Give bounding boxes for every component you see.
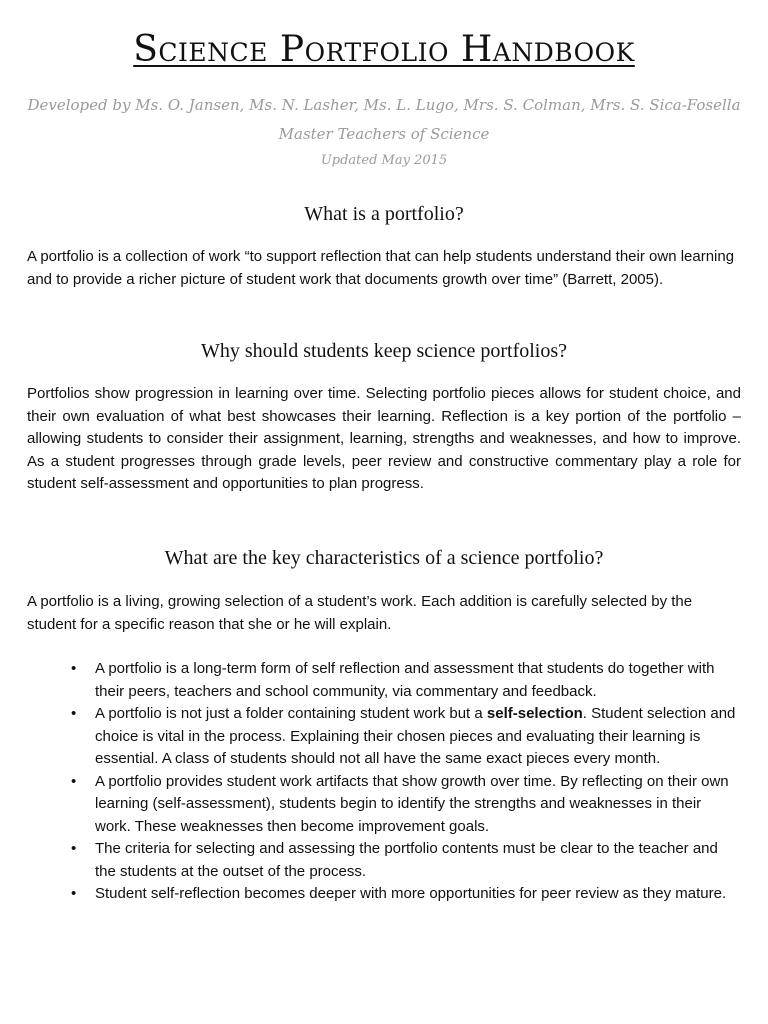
list-item-text: A portfolio is a long-term form of self reflection and assessment that students do together with their peers, teachers and school community, via commentary and feedback.: [95, 660, 715, 700]
list-item: [27, 658, 741, 703]
role-line: Master Teachers of Science: [278, 125, 490, 143]
bullet-marker: •: [71, 840, 77, 857]
self-selection-emphasis: self-selection: [486, 705, 583, 722]
document-title-text: Science Portfolio Handbook: [133, 29, 635, 70]
document-title: [0, 28, 768, 72]
list-item-text: The criteria for selecting and assessing the portfolio contents must be clear to the teacher and the students at the outset of the process.: [95, 840, 718, 880]
authors-line: Developed by Ms. O. Jansen, Ms. N. Lasher, Ms. L. Lugo, Mrs. S. Colman, Mrs. S. Sica-Fosella: [27, 96, 741, 114]
list-item: [27, 838, 741, 883]
list-item: [27, 771, 741, 839]
section-heading-what-is: What is a portfolio?: [304, 203, 464, 225]
list-item-text: A portfolio provides student work artifacts that show growth over time. By reflecting on their own learning (self-assessment), students begin to identify the strengths and weaknesses in their work. These weaknesses then become improvement goals.: [95, 772, 729, 835]
list-item-text: [95, 703, 741, 771]
list-item-text: Student self-reflection becomes deeper with more opportunities for peer review as they mature.: [95, 885, 727, 902]
list-item: [27, 883, 741, 906]
bullet-marker: •: [71, 660, 77, 677]
list-item-text-part: A portfolio is not just a folder containing student work but a: [95, 705, 487, 722]
bullet-marker: •: [71, 705, 77, 722]
section-body-what-is: A portfolio is a collection of work “to support reflection that can help students understand their own learning and to provide a richer picture of student work that documents growth over time” (Barrett, 2005).: [27, 248, 735, 288]
section-body-why: Portfolios show progression in learning over time. Selecting portfolio pieces allows for student choice, and their own evaluation of what best showcases their learning. Reflection is a key portion of the portfolio – allowing students to consider their assignment, learning, strengths and weaknesses, and how to improve. As a student progresses through grade levels, peer review and constructive commentary play a role for student self-assessment and opportunities to plan progress.: [27, 385, 741, 492]
section-heading-why: Why should students keep science portfolios?: [200, 340, 568, 362]
section-body-characteristics: A portfolio is a living, growing selection of a student’s work. Each addition is carefully selected by the student for a specific reason that she or he will explain.: [27, 593, 693, 633]
section-heading-characteristics: What are the key characteristics of a science portfolio?: [164, 547, 604, 569]
bullet-marker: •: [71, 772, 77, 790]
list-item-text-part: . Student selection and choice is vital in the process. Explaining their chosen pieces and evaluating their learning is essential. A class of students should not all have the same exact pieces every month.: [95, 705, 736, 767]
bullet-marker: •: [71, 885, 77, 902]
characteristics-list: [27, 658, 741, 906]
list-item: [27, 703, 741, 771]
updated-date: Updated May 2015: [320, 153, 448, 168]
